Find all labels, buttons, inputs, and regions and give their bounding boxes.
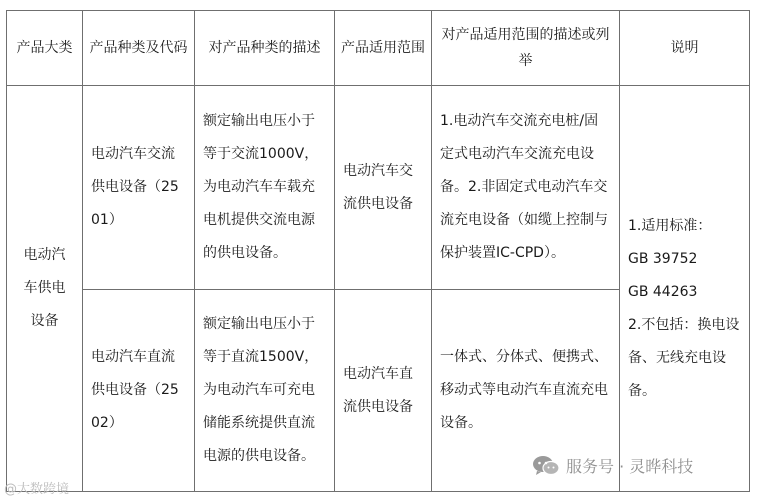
- note-cell: [620, 86, 750, 492]
- note-line: GB 44263: [628, 283, 698, 300]
- header-note: 说明: [620, 11, 750, 86]
- header-scope-description: 对产品适用范围的描述或列举: [432, 11, 620, 86]
- kind-cell: 电动汽车交流供电设备（2501）: [83, 86, 195, 290]
- scope-description-cell: 一体式、分体式、便携式、移动式等电动汽车直流充电设备。: [432, 290, 620, 492]
- note-line: 2.不包括：换电设备、无线充电设备。: [628, 316, 740, 399]
- watermark-right-label: 服务号 · 灵晔科技: [566, 457, 694, 476]
- header-kind-description: 对产品种类的描述: [195, 11, 335, 86]
- scope-cell: 电动汽车交流供电设备: [335, 86, 432, 290]
- header-row: [7, 11, 750, 86]
- header-category: 产品大类: [7, 11, 83, 86]
- kind-cell: 电动汽车直流供电设备（2502）: [83, 290, 195, 492]
- kind-description-cell: 额定输出电压小于等于直流1500V，为电动汽车可充电储能系统提供直流电源的供电设备。: [195, 290, 335, 492]
- product-table: [6, 10, 750, 492]
- scope-description-cell: 1.电动汽车交流充电桩/固定式电动汽车交流充电设备。2.非固定式电动汽车交流充电设备（如缆上控制与保护装置IC-CPD）。: [432, 86, 620, 290]
- watermark-left: @大数跨境: [4, 482, 70, 497]
- kind-description-cell: 额定输出电压小于等于交流1000V，为电动汽车车载充电机提供交流电源的供电设备。: [195, 86, 335, 290]
- header-scope: 产品适用范围: [335, 11, 432, 86]
- note-line: 1.适用标准：: [628, 217, 712, 234]
- note-line: GB 39752: [628, 250, 698, 267]
- watermark-right: [532, 454, 693, 477]
- header-kind-code: 产品种类及代码: [83, 11, 195, 86]
- table-row: [7, 86, 750, 290]
- category-cell: 电动汽车供电设备: [7, 86, 83, 492]
- scope-cell: 电动汽车直流供电设备: [335, 290, 432, 492]
- wechat-icon: [532, 455, 560, 477]
